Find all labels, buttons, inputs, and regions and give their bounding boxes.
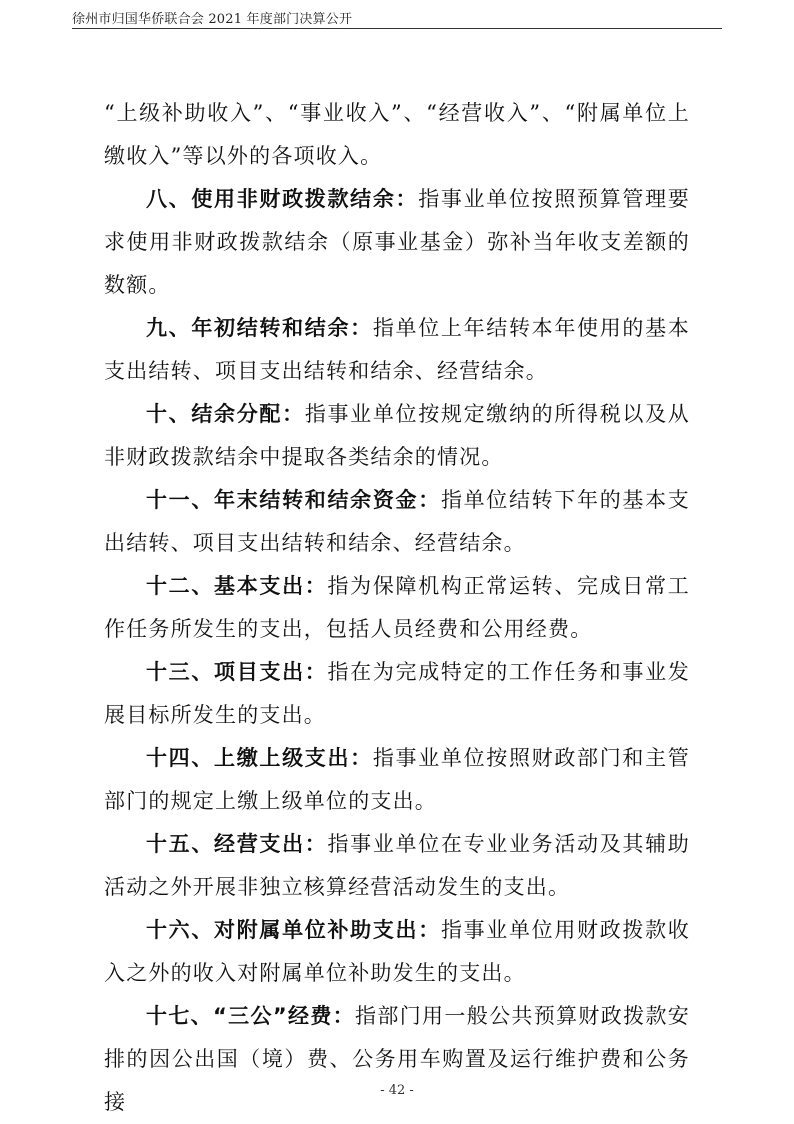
- definition-term: 十五、经营支出：: [146, 832, 328, 856]
- document-body: [104, 92, 690, 1124]
- paragraph-definition: [104, 479, 690, 565]
- definition-text: 指事业单位按规定缴纳的所得税以及从非财政拨款结余中提取各类结余的情况。: [104, 402, 690, 469]
- definition-text: 指事业单位在专业业务活动及其辅助活动之外开展非独立核算经营活动发生的支出。: [104, 832, 690, 899]
- definition-term: 十四、上缴上级支出：: [146, 746, 373, 770]
- paragraph-definition: [104, 178, 690, 307]
- paragraph-definition: [104, 651, 690, 737]
- paragraph-continuation: [104, 92, 690, 178]
- definition-term: 十七、“三公”经费：: [146, 1004, 356, 1028]
- paragraph-definition: [104, 995, 690, 1124]
- paragraph-text: “上级补助收入”、“事业收入”、“经营收入”、“附属单位上缴收入”等以外的各项收入。: [104, 101, 690, 168]
- definition-text: 指为保障机构正常运转、完成日常工作任务所发生的支出，包括人员经费和公用经费。: [104, 574, 690, 641]
- definition-term: 十六、对附属单位补助支出：: [146, 918, 441, 942]
- definition-term: 十、结余分配：: [146, 402, 305, 426]
- definition-text: 指事业单位用财政拨款收入之外的收入对附属单位补助发生的支出。: [104, 918, 691, 985]
- paragraph-definition: [104, 909, 690, 995]
- paragraph-definition: [104, 823, 690, 909]
- definition-text: 指在为完成特定的工作任务和事业发展目标所发生的支出。: [104, 660, 690, 727]
- running-header: 徐州市归国华侨联合会 2021 年度部门决算公开: [72, 12, 353, 27]
- definition-term: 九、年初结转和结余：: [146, 316, 373, 340]
- paragraph-definition: [104, 393, 690, 479]
- definition-text: 指部门用一般公共预算财政拨款安排的因公出国（境）费、公务用车购置及运行维护费和公务接: [104, 1004, 690, 1114]
- paragraph-definition: [104, 565, 690, 651]
- definition-term: 八、使用非财政拨款结余：: [146, 187, 419, 211]
- definition-term: 十二、基本支出：: [146, 574, 328, 598]
- page-number: - 42 -: [380, 1083, 414, 1098]
- definition-term: 十三、项目支出：: [146, 660, 328, 684]
- definition-text: 指单位结转下年的基本支出结转、项目支出结转和结余、经营结余。: [104, 488, 691, 555]
- header-divider: [72, 28, 722, 29]
- definition-text: 指事业单位按照财政部门和主管部门的规定上缴上级单位的支出。: [104, 746, 690, 813]
- definition-text: 指单位上年结转本年使用的基本支出结转、项目支出结转和结余、经营结余。: [104, 316, 690, 383]
- paragraph-definition: [104, 307, 690, 393]
- paragraph-definition: [104, 737, 690, 823]
- definition-text: 指事业单位按照预算管理要求使用非财政拨款结余（原事业基金）弥补当年收支差额的数额。: [104, 187, 690, 297]
- definition-term: 十一、年末结转和结余资金：: [146, 488, 441, 512]
